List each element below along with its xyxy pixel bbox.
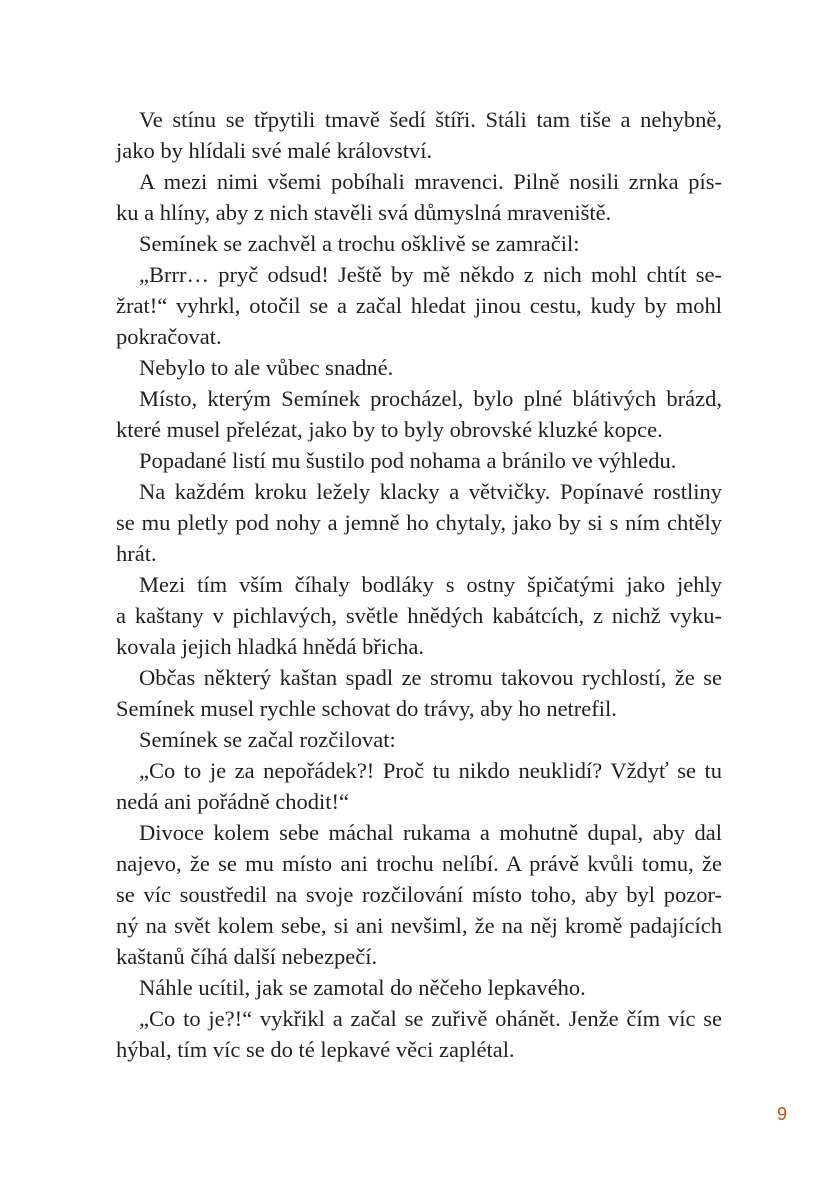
- text-line: kovala jejich hladká hnědá břicha.: [116, 634, 424, 659]
- page-number: 9: [776, 1104, 787, 1124]
- text-line: Semínek musel rychle schovat do trávy, aby ho netrefil.: [116, 696, 617, 721]
- text-line: se mu pletly pod nohy a jemně ho chytaly, jako by si s ním chtěly: [116, 510, 722, 535]
- text-line: Na každém kroku ležely klacky a větvičky. Popínavé rostliny: [139, 479, 722, 504]
- text-line: jako by hlídali své malé království.: [116, 138, 433, 163]
- text-line: se víc soustředil na svoje rozčilování místo toho, aby byl pozor-: [116, 882, 722, 907]
- text-line: ný na svět kolem sebe, si ani nevšiml, že na něj kromě padajících: [116, 913, 722, 938]
- text-line: Mezi tím vším číhaly bodláky s ostny špičatými jako jehly: [139, 572, 722, 597]
- text-line: Divoce kolem sebe máchal rukama a mohutně dupal, aby dal: [139, 820, 722, 845]
- text-line: Náhle ucítil, jak se zamotal do něčeho lepkavého.: [139, 975, 586, 1000]
- text-line: hrát.: [116, 541, 157, 566]
- text-line: A mezi nimi všemi pobíhali mravenci. Pilně nosili zrnka pís-: [139, 169, 722, 194]
- body-text: [116, 104, 722, 1065]
- text-line: Semínek se zachvěl a trochu ošklivě se zamračil:: [139, 231, 580, 256]
- text-line: hýbal, tím víc se do té lepkavé věci zaplétal.: [116, 1037, 515, 1062]
- text-line: které musel přelézat, jako by to byly obrovské kluzké kopce.: [116, 417, 663, 442]
- text-line: Ve stínu se třpytili tmavě šedí štíři. Stáli tam tiše a nehybně,: [139, 107, 722, 132]
- text-line: najevo, že se mu místo ani trochu nelíbí. A právě kvůli tomu, že: [116, 851, 722, 876]
- text-line: Semínek se začal rozčilovat:: [139, 727, 396, 752]
- text-line: nedá ani pořádně chodit!“: [116, 789, 350, 814]
- text-line: Nebylo to ale vůbec snadné.: [139, 355, 394, 380]
- text-line: „Co to je za nepořádek?! Proč tu nikdo neuklidí? Vždyť se tu: [139, 758, 722, 783]
- text-line: „Co to je?!“ vykřikl a začal se zuřivě ohánět. Jenže čím víc se: [139, 1006, 722, 1031]
- text-line: pokračovat.: [116, 324, 222, 349]
- text-line: Místo, kterým Semínek procházel, bylo plné blátivých brázd,: [139, 386, 722, 411]
- text-line: kaštanů číhá další nebezpečí.: [116, 944, 378, 969]
- text-line: Občas některý kaštan spadl ze stromu takovou rychlostí, že se: [139, 665, 722, 690]
- text-line: Popadané listí mu šustilo pod nohama a bránilo ve výhledu.: [139, 448, 677, 473]
- text-line: žrat!“ vyhrkl, otočil se a začal hledat jinou cestu, kudy by mohl: [116, 293, 722, 318]
- text-line: ku a hlíny, aby z nich stavěli svá důmyslná mraveniště.: [116, 200, 612, 225]
- text-line: „Brrr… pryč odsud! Ještě by mě někdo z nich mohl chtít se-: [139, 262, 722, 287]
- text-line: a kaštany v pichlavých, světle hnědých kabátcích, z nichž vyku-: [116, 603, 722, 628]
